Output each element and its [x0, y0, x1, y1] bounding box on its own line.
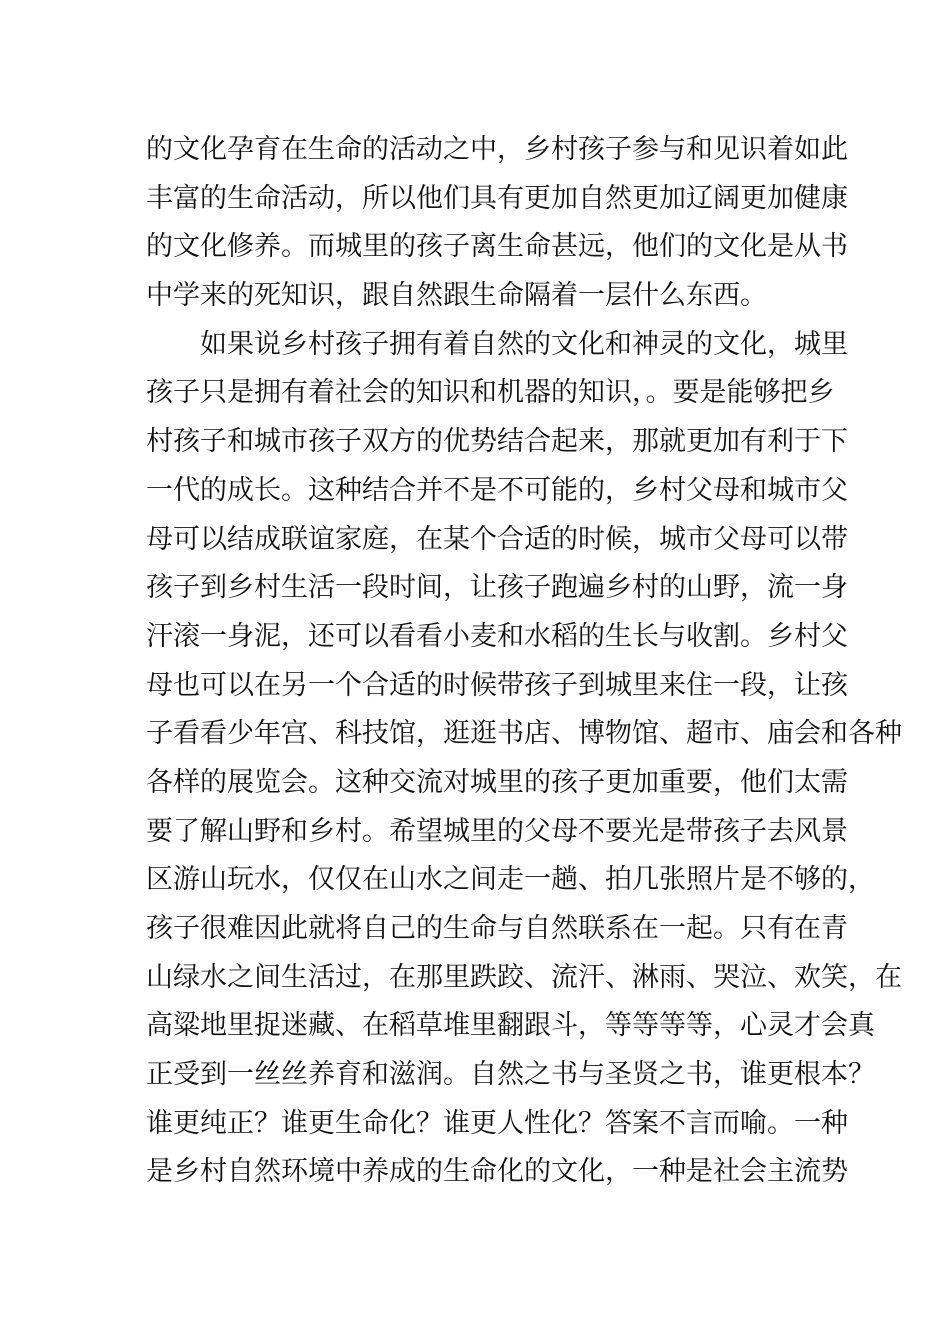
paragraph-start-line: 如果说乡村孩子拥有着自然的文化和神灵的文化，城里	[200, 328, 848, 360]
text-line: 山绿水之间生活过，在那里跌跤、流汗、淋雨、哭泣、欢笑，在	[146, 961, 902, 993]
text-line: 各样的展览会。这种交流对城里的孩子更加重要，他们太需	[146, 766, 848, 798]
body-text	[146, 126, 902, 1197]
text-line: 区游山玩水，仅仅在山水之间走一趟、拍几张照片是不够的，	[146, 864, 875, 896]
text-line: 汗滚一身泥，还可以看看小麦和水稻的生长与收割。乡村父	[146, 620, 848, 652]
text-line: 的文化孕育在生命的活动之中，乡村孩子参与和见识着如此	[146, 134, 848, 165]
text-line: 高粱地里捉迷藏、在稻草堆里翻跟斗，等等等等，心灵才会真	[146, 1010, 875, 1042]
text-line: 正受到一丝丝养育和滋润。自然之书与圣贤之书，谁更根本？	[146, 1059, 875, 1091]
text-line: 孩子很难因此就将自己的生命与自然联系在一起。只有在青	[146, 913, 848, 944]
text-line: 一代的成长。这种结合并不是不可能的，乡村父母和城市父	[146, 474, 848, 506]
text-line: 中学来的死知识，跟自然跟生命隔着一层什么东西。	[146, 280, 767, 312]
text-line: 村孩子和城市孩子双方的优势结合起来，那就更加有利于下	[146, 426, 848, 458]
text-line: 是乡村自然环境中养成的生命化的文化，一种是社会主流势	[146, 1156, 848, 1188]
text-line: 丰富的生命活动，所以他们具有更加自然更加辽阔更加健康	[146, 182, 848, 214]
text-line: 孩子到乡村生活一段时间，让孩子跑遍乡村的山野，流一身	[146, 572, 848, 604]
text-line: 母可以结成联谊家庭，在某个合适的时候，城市父母可以带	[146, 523, 848, 555]
text-line: 孩子只是拥有着社会的知识和机器的知识，。要是能够把乡	[146, 377, 835, 409]
text-line: 要了解山野和乡村。希望城里的父母不要光是带孩子去风景	[146, 815, 848, 847]
text-line: 谁更纯正？谁更生命化？谁更人性化？答案不言而喻。一种	[146, 1107, 848, 1139]
text-line: 母也可以在另一个合适的时候带孩子到城里来住一段，让孩	[146, 669, 848, 701]
text-line: 的文化修养。而城里的孩子离生命甚远，他们的文化是从书	[146, 231, 848, 263]
text-line: 子看看少年宫、科技馆，逛逛书店、博物馆、超市、庙会和各种	[146, 718, 902, 750]
